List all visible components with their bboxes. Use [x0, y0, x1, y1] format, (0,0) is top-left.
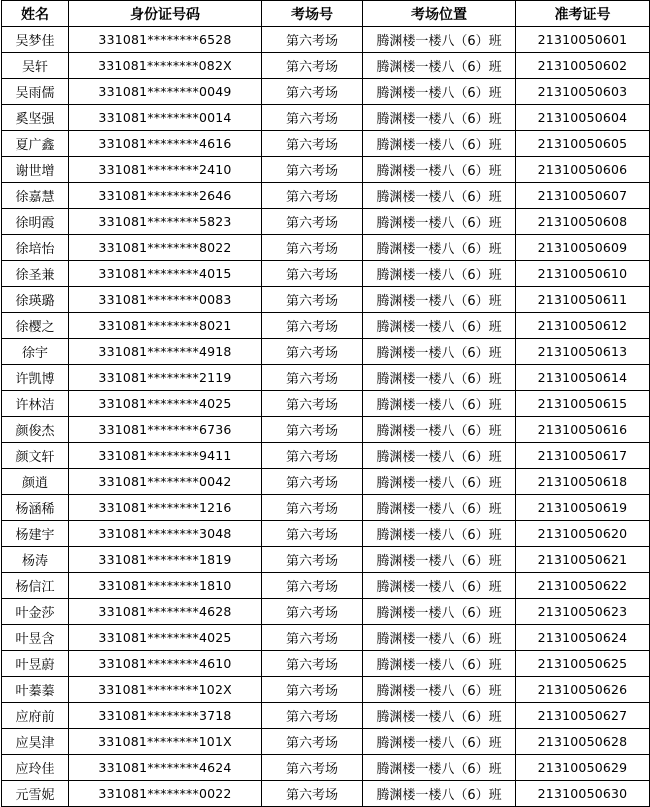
cell-name: 徐樱之: [2, 313, 69, 339]
cell-room-location: 腾渊楼一楼八（6）班: [363, 781, 516, 807]
table-row: [2, 599, 650, 625]
cell-name: 杨涛: [2, 547, 69, 573]
table-body: [2, 27, 650, 807]
cell-admission-number: 21310050620: [516, 521, 650, 547]
cell-room-location: 腾渊楼一楼八（6）班: [363, 391, 516, 417]
cell-id-number: 331081********1216: [69, 495, 262, 521]
cell-name: 叶昱含: [2, 625, 69, 651]
cell-room-number: 第六考场: [262, 313, 363, 339]
cell-room-location: 腾渊楼一楼八（6）班: [363, 365, 516, 391]
cell-id-number: 331081********4628: [69, 599, 262, 625]
cell-room-number: 第六考场: [262, 677, 363, 703]
cell-id-number: 331081********0042: [69, 469, 262, 495]
cell-room-location: 腾渊楼一楼八（6）班: [363, 469, 516, 495]
cell-admission-number: 21310050623: [516, 599, 650, 625]
table-row: [2, 131, 650, 157]
cell-room-number: 第六考场: [262, 105, 363, 131]
table-row: [2, 781, 650, 807]
cell-admission-number: 21310050629: [516, 755, 650, 781]
table-row: [2, 625, 650, 651]
cell-id-number: 331081********9411: [69, 443, 262, 469]
cell-room-location: 腾渊楼一楼八（6）班: [363, 235, 516, 261]
table-row: [2, 677, 650, 703]
cell-room-number: 第六考场: [262, 469, 363, 495]
table-row: [2, 391, 650, 417]
cell-id-number: 331081********6736: [69, 417, 262, 443]
cell-room-number: 第六考场: [262, 781, 363, 807]
cell-name: 应府前: [2, 703, 69, 729]
cell-admission-number: 21310050618: [516, 469, 650, 495]
cell-admission-number: 21310050612: [516, 313, 650, 339]
cell-room-location: 腾渊楼一楼八（6）班: [363, 339, 516, 365]
cell-room-number: 第六考场: [262, 79, 363, 105]
cell-admission-number: 21310050609: [516, 235, 650, 261]
cell-name: 许凯博: [2, 365, 69, 391]
cell-name: 杨信江: [2, 573, 69, 599]
table-row: [2, 547, 650, 573]
cell-admission-number: 21310050622: [516, 573, 650, 599]
cell-name: 夏广鑫: [2, 131, 69, 157]
cell-room-number: 第六考场: [262, 157, 363, 183]
table-row: [2, 339, 650, 365]
cell-room-number: 第六考场: [262, 495, 363, 521]
cell-id-number: 331081********4918: [69, 339, 262, 365]
cell-name: 杨建宇: [2, 521, 69, 547]
cell-room-number: 第六考场: [262, 625, 363, 651]
cell-name: 徐宇: [2, 339, 69, 365]
cell-room-location: 腾渊楼一楼八（6）班: [363, 573, 516, 599]
cell-name: 徐明霞: [2, 209, 69, 235]
cell-name: 叶蓁蓁: [2, 677, 69, 703]
cell-name: 应昊津: [2, 729, 69, 755]
cell-id-number: 331081********0022: [69, 781, 262, 807]
cell-admission-number: 21310050604: [516, 105, 650, 131]
cell-name: 奚坚强: [2, 105, 69, 131]
cell-admission-number: 21310050611: [516, 287, 650, 313]
cell-id-number: 331081********1810: [69, 573, 262, 599]
table-row: [2, 313, 650, 339]
cell-room-number: 第六考场: [262, 261, 363, 287]
table-row: [2, 365, 650, 391]
cell-admission-number: 21310050614: [516, 365, 650, 391]
cell-name: 吴轩: [2, 53, 69, 79]
cell-room-number: 第六考场: [262, 547, 363, 573]
cell-admission-number: 21310050624: [516, 625, 650, 651]
cell-room-location: 腾渊楼一楼八（6）班: [363, 755, 516, 781]
cell-room-location: 腾渊楼一楼八（6）班: [363, 521, 516, 547]
cell-room-location: 腾渊楼一楼八（6）班: [363, 261, 516, 287]
cell-id-number: 331081********082X: [69, 53, 262, 79]
cell-room-location: 腾渊楼一楼八（6）班: [363, 443, 516, 469]
cell-id-number: 331081********2119: [69, 365, 262, 391]
table-row: [2, 417, 650, 443]
table-header: [2, 1, 650, 27]
cell-room-number: 第六考场: [262, 209, 363, 235]
cell-room-number: 第六考场: [262, 287, 363, 313]
cell-admission-number: 21310050617: [516, 443, 650, 469]
cell-id-number: 331081********4025: [69, 391, 262, 417]
cell-room-location: 腾渊楼一楼八（6）班: [363, 677, 516, 703]
cell-room-number: 第六考场: [262, 703, 363, 729]
table-row: [2, 27, 650, 53]
cell-room-location: 腾渊楼一楼八（6）班: [363, 651, 516, 677]
table-row: [2, 183, 650, 209]
header-admission-number: 准考证号: [516, 1, 650, 27]
cell-name: 徐培怡: [2, 235, 69, 261]
table-row: [2, 755, 650, 781]
cell-room-location: 腾渊楼一楼八（6）班: [363, 495, 516, 521]
cell-id-number: 331081********0083: [69, 287, 262, 313]
cell-admission-number: 21310050615: [516, 391, 650, 417]
cell-id-number: 331081********1819: [69, 547, 262, 573]
cell-admission-number: 21310050626: [516, 677, 650, 703]
cell-room-number: 第六考场: [262, 729, 363, 755]
cell-room-location: 腾渊楼一楼八（6）班: [363, 209, 516, 235]
table-row: [2, 287, 650, 313]
cell-id-number: 331081********3718: [69, 703, 262, 729]
cell-id-number: 331081********3048: [69, 521, 262, 547]
cell-id-number: 331081********4015: [69, 261, 262, 287]
header-room-location: 考场位置: [363, 1, 516, 27]
cell-room-number: 第六考场: [262, 599, 363, 625]
table-row: [2, 235, 650, 261]
cell-admission-number: 21310050610: [516, 261, 650, 287]
cell-room-number: 第六考场: [262, 235, 363, 261]
cell-name: 颜逍: [2, 469, 69, 495]
table-row: [2, 729, 650, 755]
table-row: [2, 79, 650, 105]
header-id-number: 身份证号码: [69, 1, 262, 27]
cell-name: 徐嘉慧: [2, 183, 69, 209]
cell-admission-number: 21310050607: [516, 183, 650, 209]
cell-admission-number: 21310050602: [516, 53, 650, 79]
cell-room-location: 腾渊楼一楼八（6）班: [363, 79, 516, 105]
cell-name: 杨涵稀: [2, 495, 69, 521]
cell-room-location: 腾渊楼一楼八（6）班: [363, 703, 516, 729]
cell-id-number: 331081********8022: [69, 235, 262, 261]
cell-name: 吴梦佳: [2, 27, 69, 53]
cell-room-location: 腾渊楼一楼八（6）班: [363, 729, 516, 755]
cell-room-location: 腾渊楼一楼八（6）班: [363, 131, 516, 157]
cell-name: 谢世增: [2, 157, 69, 183]
cell-room-location: 腾渊楼一楼八（6）班: [363, 157, 516, 183]
cell-id-number: 331081********4616: [69, 131, 262, 157]
header-name: 姓名: [2, 1, 69, 27]
cell-name: 颜文轩: [2, 443, 69, 469]
cell-room-location: 腾渊楼一楼八（6）班: [363, 625, 516, 651]
cell-id-number: 331081********4025: [69, 625, 262, 651]
cell-name: 叶昱蔚: [2, 651, 69, 677]
cell-room-number: 第六考场: [262, 443, 363, 469]
table-row: [2, 53, 650, 79]
cell-admission-number: 21310050619: [516, 495, 650, 521]
cell-room-location: 腾渊楼一楼八（6）班: [363, 105, 516, 131]
cell-admission-number: 21310050625: [516, 651, 650, 677]
cell-admission-number: 21310050613: [516, 339, 650, 365]
cell-id-number: 331081********2646: [69, 183, 262, 209]
header-room-number: 考场号: [262, 1, 363, 27]
cell-room-location: 腾渊楼一楼八（6）班: [363, 599, 516, 625]
cell-name: 许林洁: [2, 391, 69, 417]
cell-admission-number: 21310050628: [516, 729, 650, 755]
cell-room-location: 腾渊楼一楼八（6）班: [363, 313, 516, 339]
cell-room-location: 腾渊楼一楼八（6）班: [363, 53, 516, 79]
cell-id-number: 331081********6528: [69, 27, 262, 53]
cell-room-number: 第六考场: [262, 755, 363, 781]
cell-admission-number: 21310050601: [516, 27, 650, 53]
cell-room-number: 第六考场: [262, 651, 363, 677]
cell-admission-number: 21310050603: [516, 79, 650, 105]
cell-name: 叶金莎: [2, 599, 69, 625]
cell-name: 徐瑛璐: [2, 287, 69, 313]
table-row: [2, 469, 650, 495]
cell-name: 颜俊杰: [2, 417, 69, 443]
cell-id-number: 331081********5823: [69, 209, 262, 235]
cell-room-number: 第六考场: [262, 521, 363, 547]
cell-admission-number: 21310050605: [516, 131, 650, 157]
cell-room-number: 第六考场: [262, 53, 363, 79]
cell-admission-number: 21310050621: [516, 547, 650, 573]
cell-admission-number: 21310050608: [516, 209, 650, 235]
table-row: [2, 703, 650, 729]
cell-admission-number: 21310050616: [516, 417, 650, 443]
cell-id-number: 331081********102X: [69, 677, 262, 703]
cell-room-number: 第六考场: [262, 339, 363, 365]
cell-name: 应玲佳: [2, 755, 69, 781]
cell-admission-number: 21310050606: [516, 157, 650, 183]
cell-admission-number: 21310050630: [516, 781, 650, 807]
exam-roster-table: [1, 0, 650, 807]
table-row: [2, 521, 650, 547]
cell-room-number: 第六考场: [262, 417, 363, 443]
cell-id-number: 331081********8021: [69, 313, 262, 339]
cell-room-number: 第六考场: [262, 131, 363, 157]
table-row: [2, 209, 650, 235]
cell-id-number: 331081********2410: [69, 157, 262, 183]
cell-room-location: 腾渊楼一楼八（6）班: [363, 417, 516, 443]
table-row: [2, 157, 650, 183]
cell-room-number: 第六考场: [262, 27, 363, 53]
cell-id-number: 331081********4610: [69, 651, 262, 677]
table-row: [2, 443, 650, 469]
cell-room-number: 第六考场: [262, 183, 363, 209]
cell-room-location: 腾渊楼一楼八（6）班: [363, 27, 516, 53]
table-row: [2, 651, 650, 677]
cell-room-location: 腾渊楼一楼八（6）班: [363, 547, 516, 573]
cell-admission-number: 21310050627: [516, 703, 650, 729]
cell-name: 吴雨儒: [2, 79, 69, 105]
cell-room-location: 腾渊楼一楼八（6）班: [363, 183, 516, 209]
cell-name: 徐圣兼: [2, 261, 69, 287]
table-row: [2, 261, 650, 287]
cell-room-location: 腾渊楼一楼八（6）班: [363, 287, 516, 313]
table-row: [2, 495, 650, 521]
cell-id-number: 331081********0049: [69, 79, 262, 105]
cell-room-number: 第六考场: [262, 365, 363, 391]
table-row: [2, 105, 650, 131]
header-row: [2, 1, 650, 27]
cell-id-number: 331081********101X: [69, 729, 262, 755]
cell-name: 元雪妮: [2, 781, 69, 807]
cell-room-number: 第六考场: [262, 573, 363, 599]
cell-id-number: 331081********0014: [69, 105, 262, 131]
cell-room-number: 第六考场: [262, 391, 363, 417]
cell-id-number: 331081********4624: [69, 755, 262, 781]
table-row: [2, 573, 650, 599]
